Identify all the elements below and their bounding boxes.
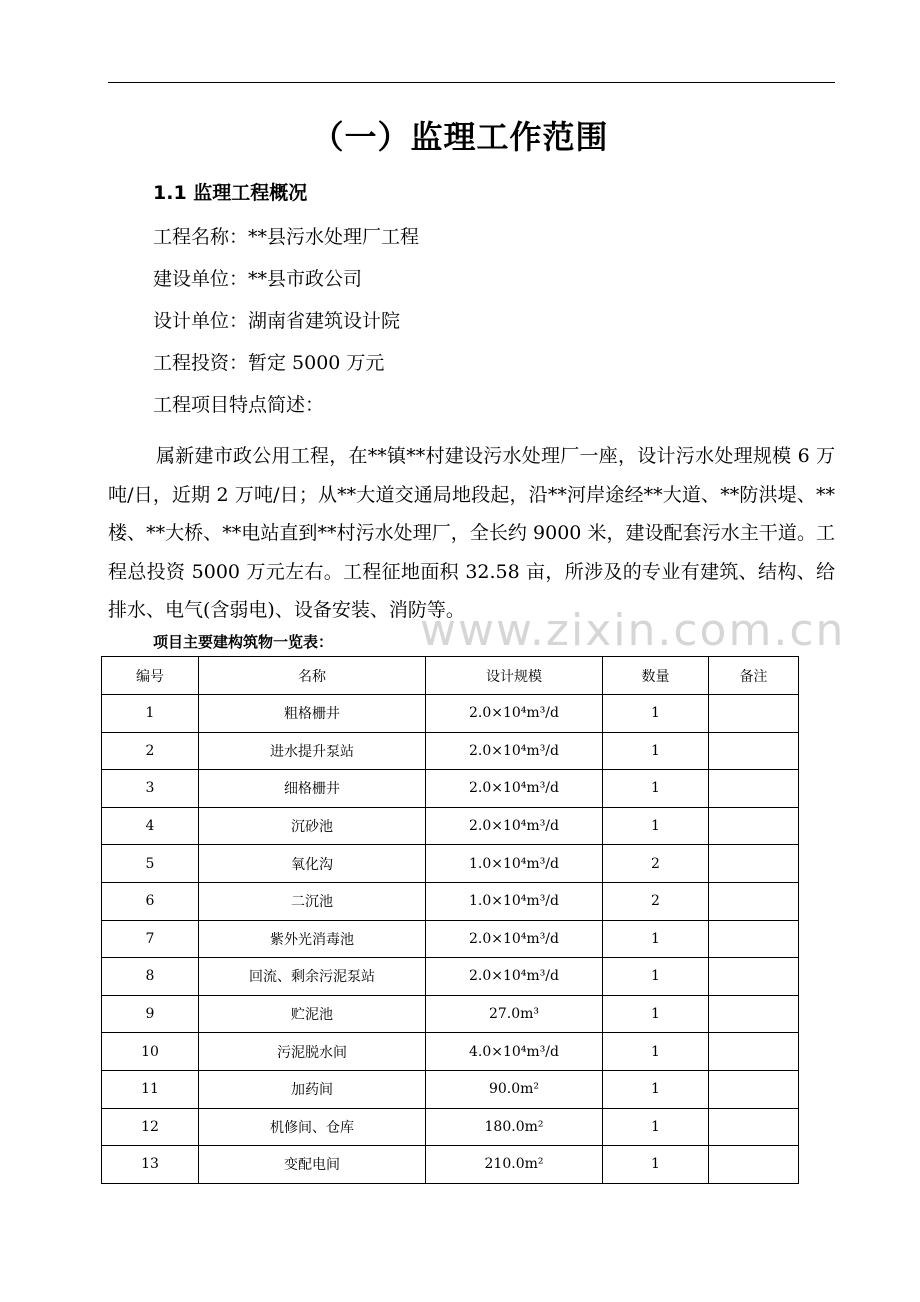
cell-number: 7 <box>102 920 199 958</box>
cell-quantity: 1 <box>603 807 709 845</box>
cell-number: 12 <box>102 1108 199 1146</box>
cell-remarks <box>709 807 799 845</box>
cell-capacity: 2.0×10⁴m³/d <box>426 958 603 996</box>
cell-capacity: 90.0m² <box>426 1070 603 1108</box>
table-row <box>102 920 799 958</box>
cell-remarks <box>709 695 799 733</box>
cell-capacity: 2.0×10⁴m³/d <box>426 732 603 770</box>
cell-name: 紫外光消毒池 <box>199 920 426 958</box>
cell-capacity: 27.0m³ <box>426 995 603 1033</box>
cell-name: 沉砂池 <box>199 807 426 845</box>
cell-name: 进水提升泵站 <box>199 732 426 770</box>
cell-capacity: 180.0m² <box>426 1108 603 1146</box>
cell-number: 6 <box>102 882 199 920</box>
features-heading: 工程项目特点简述： <box>153 394 325 416</box>
table-row <box>102 732 799 770</box>
table-row <box>102 1033 799 1071</box>
cell-name: 回流、剩余污泥泵站 <box>199 958 426 996</box>
table-row <box>102 695 799 733</box>
col-header-number: 编号 <box>102 657 199 695</box>
cell-name: 细格栅井 <box>199 770 426 808</box>
investment-line: 工程投资：暂定 5000 万元 <box>153 352 385 374</box>
watermark: www.zixin.com.cn <box>420 605 846 656</box>
cell-remarks <box>709 920 799 958</box>
table-row <box>102 995 799 1033</box>
structures-table <box>101 656 799 1184</box>
cell-number: 4 <box>102 807 199 845</box>
cell-capacity: 1.0×10⁴m³/d <box>426 845 603 883</box>
cell-remarks <box>709 882 799 920</box>
cell-quantity: 1 <box>603 1108 709 1146</box>
cell-quantity: 2 <box>603 882 709 920</box>
cell-quantity: 1 <box>603 995 709 1033</box>
cell-capacity: 2.0×10⁴m³/d <box>426 920 603 958</box>
cell-number: 3 <box>102 770 199 808</box>
table-row <box>102 845 799 883</box>
col-header-name: 名称 <box>199 657 426 695</box>
table-caption: 项目主要建构筑物一览表： <box>153 633 334 651</box>
section-heading: 1.1 监理工程概况 <box>153 182 308 204</box>
cell-remarks <box>709 958 799 996</box>
cell-capacity: 2.0×10⁴m³/d <box>426 770 603 808</box>
cell-number: 9 <box>102 995 199 1033</box>
project-description: 属新建市政公用工程，在**镇**村建设污水处理厂一座，设计污水处理规模 6 万吨/日，近期 2 万吨/日；从**大道交通局地段起，沿**河岸途经**大道、**防洪堤、**楼、**大桥、**电站直到**村污水处理厂，全长约 9000 米，建设配套污水主干道。工程总投资 5000 万元左右。工程征地面积 32.58 亩，所涉及的专业有建筑、结构、给排水、电气(含弱电)、设备安装、消防等。 <box>108 445 835 621</box>
cell-number: 2 <box>102 732 199 770</box>
cell-remarks <box>709 1033 799 1071</box>
cell-number: 11 <box>102 1070 199 1108</box>
cell-number: 13 <box>102 1146 199 1184</box>
cell-name: 粗格栅井 <box>199 695 426 733</box>
col-header-remarks: 备注 <box>709 657 799 695</box>
cell-name: 氧化沟 <box>199 845 426 883</box>
cell-name: 二沉池 <box>199 882 426 920</box>
cell-name: 贮泥池 <box>199 995 426 1033</box>
cell-number: 10 <box>102 1033 199 1071</box>
page-title: （一）监理工作范围 <box>311 118 609 156</box>
designer-line: 设计单位：湖南省建筑设计院 <box>153 310 401 332</box>
cell-name: 污泥脱水间 <box>199 1033 426 1071</box>
header-rule <box>108 82 835 83</box>
cell-remarks <box>709 995 799 1033</box>
table-row <box>102 807 799 845</box>
cell-remarks <box>709 1070 799 1108</box>
cell-quantity: 1 <box>603 1146 709 1184</box>
table-row <box>102 1070 799 1108</box>
cell-remarks <box>709 1108 799 1146</box>
cell-name: 机修间、仓库 <box>199 1108 426 1146</box>
cell-name: 加药间 <box>199 1070 426 1108</box>
cell-quantity: 1 <box>603 695 709 733</box>
owner-line: 建设单位：**县市政公司 <box>153 268 363 290</box>
cell-quantity: 1 <box>603 1070 709 1108</box>
table-row <box>102 882 799 920</box>
table-row <box>102 958 799 996</box>
cell-capacity: 4.0×10⁴m³/d <box>426 1033 603 1071</box>
cell-quantity: 1 <box>603 920 709 958</box>
col-header-capacity: 设计规模 <box>426 657 603 695</box>
cell-capacity: 1.0×10⁴m³/d <box>426 882 603 920</box>
cell-quantity: 1 <box>603 732 709 770</box>
cell-name: 变配电间 <box>199 1146 426 1184</box>
cell-number: 8 <box>102 958 199 996</box>
cell-capacity: 2.0×10⁴m³/d <box>426 807 603 845</box>
table-row <box>102 770 799 808</box>
cell-capacity: 210.0m² <box>426 1146 603 1184</box>
cell-remarks <box>709 845 799 883</box>
table-row <box>102 1108 799 1146</box>
cell-capacity: 2.0×10⁴m³/d <box>426 695 603 733</box>
cell-remarks <box>709 770 799 808</box>
cell-number: 5 <box>102 845 199 883</box>
cell-quantity: 1 <box>603 958 709 996</box>
cell-quantity: 1 <box>603 770 709 808</box>
col-header-quantity: 数量 <box>603 657 709 695</box>
project-name-line: 工程名称：**县污水处理厂工程 <box>153 226 420 248</box>
cell-quantity: 1 <box>603 1033 709 1071</box>
cell-remarks <box>709 1146 799 1184</box>
table-header-row <box>102 657 799 695</box>
table-row <box>102 1146 799 1184</box>
cell-remarks <box>709 732 799 770</box>
cell-number: 1 <box>102 695 199 733</box>
cell-quantity: 2 <box>603 845 709 883</box>
